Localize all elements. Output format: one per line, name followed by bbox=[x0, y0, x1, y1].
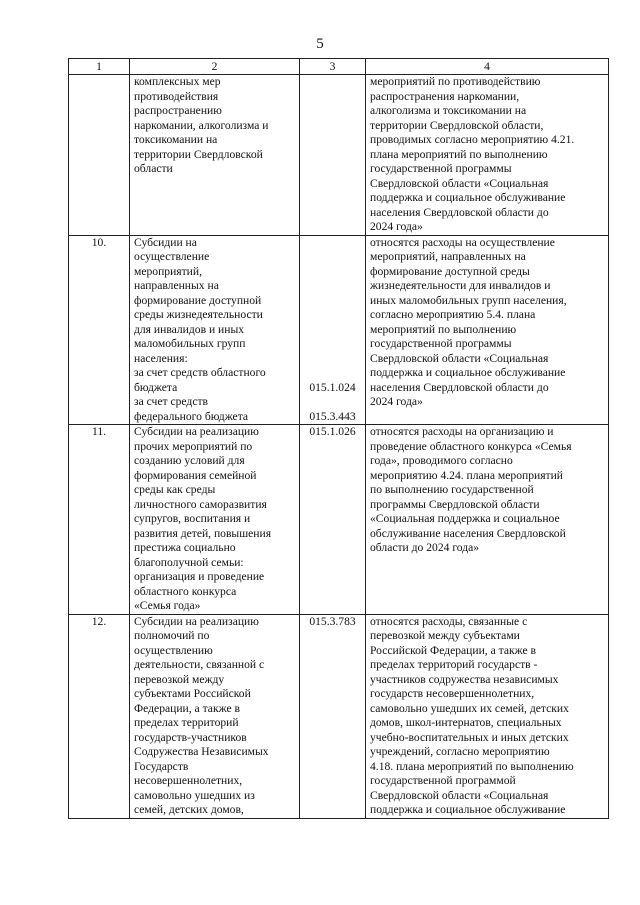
spacer bbox=[304, 265, 361, 280]
name-line: областного конкурса bbox=[134, 584, 237, 598]
description-line: года», проводимого согласно bbox=[370, 454, 513, 467]
description-line: поддержка и социальное обслуживание bbox=[370, 191, 566, 204]
description-line: государственной программы bbox=[370, 162, 512, 175]
name-line: среды жизнедеятельности bbox=[134, 308, 263, 321]
description-line: поддержка и социальное обслуживание bbox=[370, 366, 566, 379]
description-line: домов, школ-интернатов, специальных bbox=[370, 716, 562, 729]
name-line: для инвалидов и иных bbox=[134, 322, 245, 336]
row-description-cell bbox=[366, 235, 609, 425]
name-line: деятельности, связанной с bbox=[134, 658, 265, 671]
name-line: супругов, воспитания и bbox=[134, 512, 251, 525]
row-name-cell bbox=[130, 75, 300, 236]
row-number: 10. bbox=[69, 235, 130, 425]
description-line: государственной программы bbox=[370, 337, 512, 350]
row-number: 12. bbox=[69, 614, 130, 818]
name-line: территории Свердловской bbox=[134, 147, 263, 161]
name-line: «Семья года» bbox=[134, 599, 201, 612]
name-line: наркомании, алкоголизма и bbox=[134, 118, 269, 132]
name-line: мероприятий, bbox=[134, 264, 202, 278]
description-line: территории Свердловской области, bbox=[370, 118, 544, 132]
name-line: Субсидии на реализацию bbox=[134, 614, 259, 628]
description-line: населения Свердловской области до bbox=[370, 380, 549, 394]
name-line: личностного саморазвития bbox=[134, 497, 267, 511]
name-line: самовольно ушедших из bbox=[134, 788, 255, 802]
row-description-cell bbox=[366, 425, 609, 615]
name-line: области bbox=[134, 162, 173, 175]
header-col-1: 1 bbox=[69, 59, 130, 75]
name-line: направленных на bbox=[134, 279, 219, 292]
name-line: противодействия bbox=[134, 89, 219, 103]
row-name-cell bbox=[130, 425, 300, 615]
spacer bbox=[304, 352, 361, 367]
name-line: бюджета bbox=[134, 380, 178, 394]
name-line: субъектами Российской bbox=[134, 687, 251, 700]
name-line: осуществлению bbox=[134, 643, 213, 657]
description-line: мероприятию 4.24. плана мероприятий bbox=[370, 468, 564, 482]
description-line: мероприятий по противодействию bbox=[370, 75, 541, 88]
spacer bbox=[304, 323, 361, 338]
spacer bbox=[304, 236, 361, 251]
row-number: 11. bbox=[69, 425, 130, 615]
name-line: комплексных мер bbox=[134, 75, 221, 88]
description-line: формирование доступной среды bbox=[370, 264, 530, 278]
description-line: относятся расходы на осуществление bbox=[370, 235, 555, 249]
name-line: созданию условий для bbox=[134, 454, 245, 467]
name-line: благополучной семьи: bbox=[134, 555, 244, 569]
name-line: перевозкой между bbox=[134, 672, 225, 686]
description-line: «Социальная поддержка и социальное bbox=[370, 512, 560, 525]
description-line: Свердловской области «Социальная bbox=[370, 176, 549, 190]
name-line: организация и проведение bbox=[134, 570, 265, 583]
name-line: федерального бюджета bbox=[134, 409, 249, 423]
description-line: государственной программой bbox=[370, 774, 516, 787]
name-line: полномочий по bbox=[134, 629, 210, 642]
description-line: проводимых согласно мероприятию 4.21. bbox=[370, 133, 575, 146]
description-line: области до 2024 года» bbox=[370, 541, 480, 554]
description-line: поддержка и социальное обслуживание bbox=[370, 803, 566, 816]
spacer bbox=[304, 395, 361, 410]
spacer bbox=[304, 366, 361, 381]
name-line: семей, детских домов, bbox=[134, 803, 244, 816]
description-line: 4.18. плана мероприятий по выполнению bbox=[370, 759, 574, 773]
document-table bbox=[68, 58, 609, 819]
description-line: учреждений, согласно мероприятию bbox=[370, 745, 550, 758]
description-line: иных маломобильных групп населения, bbox=[370, 293, 567, 307]
description-line: государств несовершеннолетних, bbox=[370, 687, 535, 700]
row-number bbox=[69, 75, 130, 236]
name-line: несовершеннолетних, bbox=[134, 774, 243, 787]
row-description-cell bbox=[366, 75, 609, 236]
budget-code: 015.1.024 bbox=[309, 380, 356, 394]
row-name-cell bbox=[130, 235, 300, 425]
description-line: по выполнению государственной bbox=[370, 483, 534, 496]
description-line: относятся расходы на организацию и bbox=[370, 425, 554, 438]
description-line: участников содружества независимых bbox=[370, 672, 559, 686]
spacer bbox=[304, 250, 361, 265]
name-line: за счет средств bbox=[134, 395, 209, 408]
name-line: за счет средств областного bbox=[134, 366, 266, 379]
name-line: Содружества Независимых bbox=[134, 745, 269, 758]
name-line: токсикомании на bbox=[134, 133, 218, 146]
description-line: мероприятий по выполнению bbox=[370, 322, 517, 336]
description-line: жизнедеятельности для инвалидов и bbox=[370, 279, 551, 292]
description-line: Свердловской области «Социальная bbox=[370, 788, 549, 802]
description-line: программы Свердловской области bbox=[370, 497, 540, 511]
row-code-cell bbox=[300, 235, 366, 425]
page-number: 5 bbox=[316, 36, 324, 52]
description-line: плана мероприятий по выполнению bbox=[370, 147, 548, 161]
row-code-cell bbox=[300, 75, 366, 236]
budget-code: 015.3.443 bbox=[309, 409, 356, 423]
description-line: относятся расходы, связанные с bbox=[370, 614, 528, 628]
description-line: 2024 года» bbox=[370, 220, 423, 233]
table-row bbox=[69, 425, 609, 615]
description-line: согласно мероприятию 5.4. плана bbox=[370, 308, 536, 321]
name-line: прочих мероприятий по bbox=[134, 439, 253, 453]
row-description-cell bbox=[366, 614, 609, 818]
name-line: государств-участников bbox=[134, 730, 247, 744]
table-row bbox=[69, 75, 609, 236]
header-col-2: 2 bbox=[130, 59, 300, 75]
name-line: формирование доступной bbox=[134, 293, 262, 307]
description-line: проведение областного конкурса «Семья bbox=[370, 439, 572, 453]
budget-code: 015.3.783 bbox=[309, 614, 356, 628]
name-line: населения: bbox=[134, 351, 188, 365]
description-line: Свердловской области «Социальная bbox=[370, 351, 549, 365]
name-line: среды как среды bbox=[134, 483, 216, 496]
description-line: обслуживание населения Свердловской bbox=[370, 526, 566, 540]
description-line: населения Свердловской области до bbox=[370, 205, 549, 219]
table-row bbox=[69, 614, 609, 818]
name-line: осуществление bbox=[134, 250, 210, 263]
row-code-cell bbox=[300, 614, 366, 818]
name-line: формирования семейной bbox=[134, 468, 257, 482]
header-col-4: 4 bbox=[366, 59, 609, 75]
row-name-cell bbox=[130, 614, 300, 818]
description-line: учебно-воспитательных и иных детских bbox=[370, 730, 569, 744]
name-line: Субсидии на bbox=[134, 235, 197, 249]
name-line: Федерации, а также в bbox=[134, 701, 240, 715]
description-line: распространения наркомании, bbox=[370, 89, 520, 103]
name-line: распространению bbox=[134, 104, 222, 117]
table-row bbox=[69, 235, 609, 425]
name-line: маломобильных групп bbox=[134, 337, 246, 350]
name-line: престижа социально bbox=[134, 541, 236, 554]
description-line: перевозкой между субъектами bbox=[370, 629, 520, 642]
name-line: Государств bbox=[134, 759, 189, 773]
name-line: пределах территорий bbox=[134, 716, 239, 729]
description-line: мероприятий, направленных на bbox=[370, 250, 526, 263]
spacer bbox=[304, 308, 361, 323]
table-header-row bbox=[69, 59, 609, 75]
description-line: алкоголизма и токсикомании на bbox=[370, 104, 527, 117]
description-line: самовольно ушедших их семей, детских bbox=[370, 701, 569, 715]
description-line: Российской Федерации, а также в bbox=[370, 643, 536, 657]
description-line: пределах территорий государств - bbox=[370, 658, 538, 671]
spacer bbox=[304, 279, 361, 294]
name-line: развития детей, повышения bbox=[134, 526, 272, 540]
spacer bbox=[304, 337, 361, 352]
row-code-cell bbox=[300, 425, 366, 615]
budget-code: 015.1.026 bbox=[309, 425, 356, 438]
name-line: Субсидии на реализацию bbox=[134, 425, 259, 438]
spacer bbox=[304, 294, 361, 309]
header-col-3: 3 bbox=[300, 59, 366, 75]
description-line: 2024 года» bbox=[370, 395, 423, 408]
